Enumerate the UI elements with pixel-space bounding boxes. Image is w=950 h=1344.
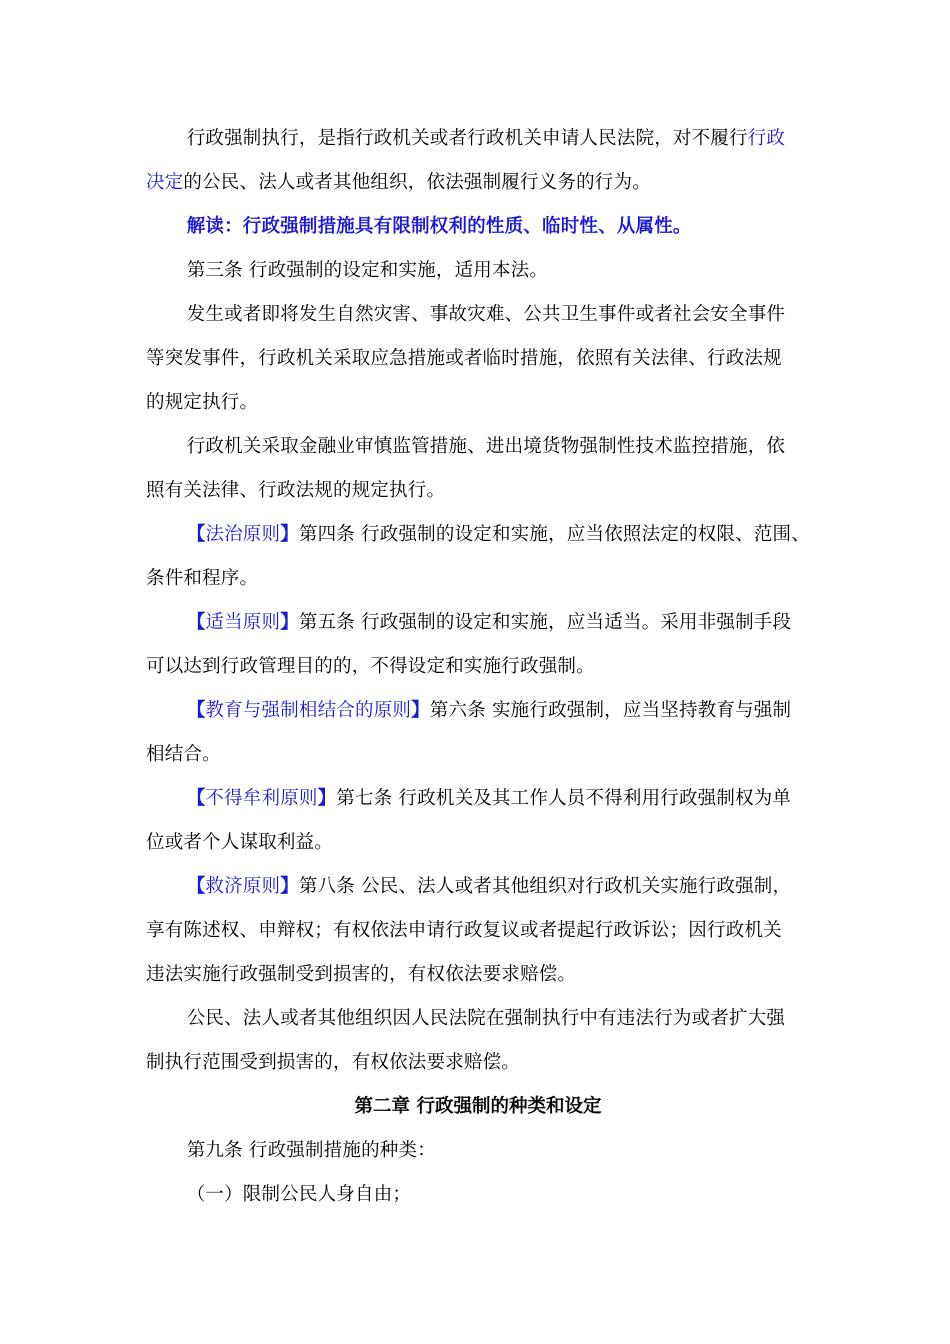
article-5-line2: 可以达到行政管理目的的，不得设定和实施行政强制。 (146, 656, 595, 677)
finance-line2: 照有关法律、行政法规的规定执行。 (146, 480, 446, 501)
bracket-open: 【 (186, 700, 206, 721)
finance-line1: 行政机关采取金融业审慎监管措施、进出境货物强制性技术监控措施，依 (186, 436, 786, 457)
principle-education-coercion: 教育与强制相结合的原则 (205, 700, 412, 721)
definition-text-cont: 的公民、法人或者其他组织，依法强制履行义务的行为。 (183, 172, 651, 193)
article-7-line2: 位或者个人谋取利益。 (146, 832, 334, 853)
principle-remedy: 救济原则 (205, 876, 281, 897)
link-administrative-decision-part2[interactable]: 决定 (146, 172, 184, 193)
link-administrative-decision-part1[interactable]: 行政 (747, 128, 786, 149)
interpretation-note: 解读：行政强制措施具有限制权利的性质、临时性、从属性。 (186, 216, 692, 237)
article-4 (146, 513, 810, 601)
bracket-close: 】 (411, 700, 430, 721)
emergency-line1: 发生或者即将发生自然灾害、事故灾难、公共卫生事件或者社会安全事件 (186, 304, 786, 325)
article-8-line3: 违法实施行政强制受到损害的，有权依法要求赔偿。 (146, 964, 577, 985)
bracket-close: 】 (280, 524, 299, 545)
article-5-line1: 第五条 行政强制的设定和实施，应当适当。采用非强制手段 (298, 612, 792, 633)
court-line2: 制执行范围受到损害的，有权依法要求赔偿。 (146, 1052, 521, 1073)
paragraph-court (146, 997, 810, 1085)
bracket-open: 【 (186, 612, 206, 633)
article-6-line1: 第六条 实施行政强制，应当坚持教育与强制 (429, 700, 792, 721)
article-5 (146, 601, 810, 689)
emergency-line3: 的规定执行。 (146, 392, 259, 413)
article-9: 第九条 行政强制措施的种类： (186, 1140, 436, 1161)
article-4-line1: 第四条 行政强制的设定和实施，应当依照法定的权限、范围、 (298, 524, 810, 545)
chapter-heading: 第二章 行政强制的种类和设定 (354, 1096, 602, 1117)
principle-no-profit: 不得牟利原则 (205, 788, 318, 809)
bracket-open: 【 (186, 876, 206, 897)
list-item-1: （一）限制公民人身自由； (186, 1184, 412, 1205)
emergency-line2: 等突发事件，行政机关采取应急措施或者临时措施，依照有关法律、行政法规 (146, 348, 782, 369)
bracket-open: 【 (186, 524, 206, 545)
bracket-close: 】 (280, 612, 299, 633)
principle-appropriateness: 适当原则 (205, 612, 281, 633)
court-line1: 公民、法人或者其他组织因人民法院在强制执行中有违法行为或者扩大强 (186, 1008, 786, 1029)
document-page (146, 117, 810, 1217)
bracket-open: 【 (186, 788, 206, 809)
article-3: 第三条 行政强制的设定和实施，适用本法。 (186, 260, 549, 281)
article-8-line1: 第八条 公民、法人或者其他组织对行政机关实施行政强制， (298, 876, 792, 897)
article-8-line2: 享有陈述权、申辩权；有权依法申请行政复议或者提起行政诉讼；因行政机关 (146, 920, 782, 941)
article-8 (146, 865, 810, 997)
article-7 (146, 777, 810, 865)
paragraph-emergency (146, 293, 810, 425)
article-6-line2: 相结合。 (146, 744, 221, 765)
article-4-line2: 条件和程序。 (146, 568, 259, 589)
bracket-close: 】 (317, 788, 337, 809)
paragraph-finance (146, 425, 810, 513)
article-6 (146, 689, 810, 777)
paragraph-definition (146, 117, 810, 205)
bracket-close: 】 (280, 876, 299, 897)
definition-text: 行政强制执行，是指行政机关或者行政机关申请人民法院，对不履行 (186, 128, 748, 149)
principle-rule-of-law: 法治原则 (205, 524, 281, 545)
article-7-line1: 第七条 行政机关及其工作人员不得利用行政强制权为单 (336, 788, 792, 809)
